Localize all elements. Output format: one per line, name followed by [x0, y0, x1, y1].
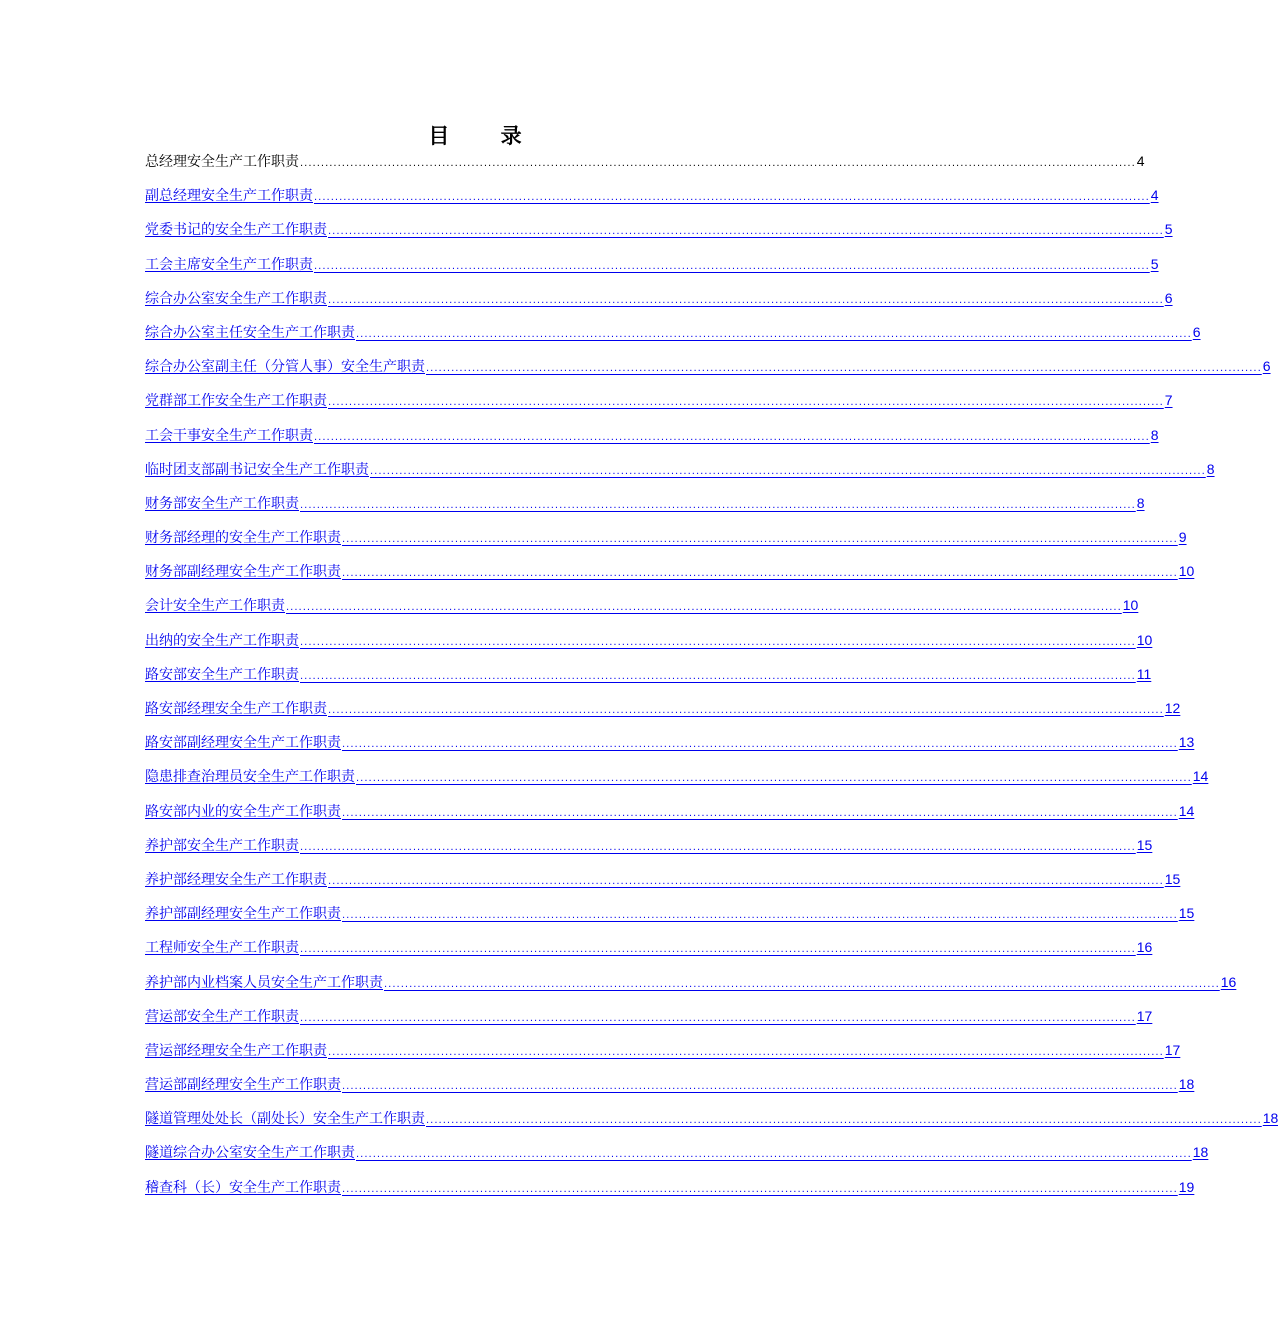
toc-entry-label[interactable]: 临时团支部副书记安全生产工作职责 [145, 461, 369, 478]
toc-title: 目 录 [428, 124, 544, 148]
toc-page-number[interactable]: 8 [1150, 426, 1159, 443]
toc-entry[interactable] [145, 1073, 1195, 1107]
toc-entry-label[interactable]: 副总经理安全生产工作职责 [145, 188, 313, 205]
toc-page-number[interactable]: 15 [1178, 905, 1195, 922]
toc-entry-label[interactable]: 党群部工作安全生产工作职责 [145, 393, 327, 410]
toc-entry-label[interactable]: 稽查科（长）安全生产工作职责 [145, 1179, 341, 1196]
toc-dot-leader: ........................................................................................................................................................................................................ [342, 568, 1178, 580]
toc-dot-leader: ........................................................................................................................................................................................................ [328, 705, 1164, 716]
toc-entry[interactable] [145, 321, 1201, 355]
toc-page-number[interactable]: 4 [1136, 153, 1145, 169]
toc-entry-label[interactable]: 总经理安全生产工作职责 [145, 154, 299, 170]
toc-entry[interactable] [145, 492, 1145, 526]
toc-page-number[interactable]: 7 [1164, 392, 1173, 409]
toc-entry[interactable] [145, 936, 1153, 970]
toc-dot-leader: ........................................................................................................................................................................................................ [328, 875, 1164, 887]
toc-entry-label[interactable]: 出纳的安全生产工作职责 [145, 632, 299, 649]
toc-entry-label[interactable]: 工会干事安全生产工作职责 [145, 427, 313, 444]
toc-dot-leader: ........................................................................................................................................................................................................ [314, 431, 1150, 443]
toc-dot-leader: ........................................................................................................................................................................................................ [328, 294, 1164, 306]
toc-entry[interactable] [145, 1176, 1195, 1210]
toc-entry[interactable] [145, 834, 1153, 868]
toc-entry[interactable] [145, 1039, 1181, 1073]
toc-entry[interactable] [145, 765, 1209, 799]
toc-page-number[interactable]: 6 [1262, 358, 1271, 375]
toc-page-number[interactable]: 5 [1150, 255, 1159, 272]
table-of-contents [145, 150, 1278, 1210]
toc-page-number[interactable]: 4 [1150, 187, 1159, 204]
toc-entry-label[interactable]: 工程师安全生产工作职责 [145, 940, 299, 957]
toc-page-number[interactable]: 8 [1206, 460, 1215, 477]
toc-dot-leader: ........................................................................................................................................................................................................ [342, 1183, 1178, 1195]
toc-entry[interactable] [145, 424, 1159, 458]
toc-page-number[interactable]: 17 [1136, 1007, 1153, 1024]
toc-page-number[interactable]: 18 [1178, 1076, 1195, 1093]
toc-entry-label[interactable]: 党委书记的安全生产工作职责 [145, 222, 327, 239]
toc-entry-label[interactable]: 会计安全生产工作职责 [145, 598, 285, 615]
toc-page-number[interactable]: 16 [1136, 939, 1153, 956]
toc-entry-label[interactable]: 路安部内业的安全生产工作职责 [145, 803, 341, 820]
toc-dot-leader: ........................................................................................................................................................................................................ [300, 841, 1136, 853]
toc-entry-label[interactable]: 综合办公室主任安全生产工作职责 [145, 324, 355, 341]
toc-dot-leader: ........................................................................................................................................................................................................ [300, 670, 1136, 682]
toc-page-number[interactable]: 15 [1136, 836, 1153, 853]
toc-page-number[interactable]: 5 [1164, 221, 1173, 238]
toc-entry-label[interactable]: 路安部安全生产工作职责 [145, 666, 299, 683]
toc-entry[interactable] [145, 355, 1271, 389]
toc-dot-leader: ........................................................................................................................................................................................................ [328, 226, 1164, 238]
toc-page-number[interactable]: 9 [1178, 529, 1187, 546]
toc-entry[interactable] [145, 458, 1215, 492]
toc-dot-leader: ........................................................................................................................................................................................................ [328, 397, 1164, 409]
toc-page-number[interactable]: 10 [1122, 597, 1139, 614]
toc-dot-leader: ........................................................................................................................................................................................................ [370, 465, 1206, 477]
toc-entry[interactable] [145, 526, 1187, 560]
toc-entry[interactable] [145, 663, 1152, 697]
toc-entry[interactable] [145, 150, 1145, 184]
toc-entry-label[interactable]: 财务部经理的安全生产工作职责 [145, 530, 341, 547]
toc-page-number[interactable]: 18 [1192, 1144, 1209, 1161]
toc-dot-leader: ........................................................................................................................................................................................................ [342, 739, 1178, 751]
toc-entry[interactable] [145, 253, 1159, 287]
toc-dot-leader: ........................................................................................................................................................................................................ [426, 363, 1262, 375]
toc-dot-leader: ........................................................................................................................................................................................................ [342, 534, 1178, 546]
toc-dot-leader: ........................................................................................................................................................................................................ [300, 636, 1136, 648]
toc-dot-leader: ........................................................................................................................................................................................................ [356, 1149, 1192, 1161]
toc-dot-leader: ........................................................................................................................................................................................................ [342, 910, 1178, 922]
toc-dot-leader: ........................................................................................................................................................................................................ [384, 978, 1220, 990]
toc-entry[interactable] [145, 971, 1237, 1005]
toc-page-number[interactable]: 11 [1136, 665, 1152, 682]
toc-entry[interactable] [145, 1005, 1153, 1039]
toc-entry-label[interactable]: 综合办公室安全生产工作职责 [145, 290, 327, 307]
toc-entry-label[interactable]: 营运部经理安全生产工作职责 [145, 1042, 327, 1059]
toc-page-number[interactable]: 13 [1178, 734, 1195, 751]
toc-entry-label[interactable]: 养护部内业档案人员安全生产工作职责 [145, 974, 383, 991]
toc-dot-leader: ........................................................................................................................................................................................................ [286, 602, 1122, 614]
toc-dot-leader: ........................................................................................................................................................................................................ [300, 944, 1136, 956]
toc-entry[interactable] [145, 560, 1195, 594]
toc-dot-leader: ........................................................................................................................................................................................................ [328, 1046, 1164, 1058]
toc-entry[interactable] [145, 287, 1173, 321]
toc-entry-label[interactable]: 营运部安全生产工作职责 [145, 1008, 299, 1025]
toc-dot-leader: ........................................................................................................................................................................................................ [314, 260, 1150, 272]
toc-dot-leader: ........................................................................................................................................................................................................ [300, 158, 1136, 169]
toc-page-number[interactable]: 10 [1136, 631, 1153, 648]
toc-dot-leader: ........................................................................................................................................................................................................ [314, 192, 1150, 204]
toc-entry-label[interactable]: 路安部经理安全生产工作职责 [145, 701, 327, 717]
toc-page-number[interactable]: 12 [1164, 700, 1181, 716]
toc-entry-label[interactable]: 隧道管理处处长（副处长）安全生产工作职责 [145, 1111, 425, 1128]
toc-page-number[interactable]: 18 [1262, 1110, 1278, 1127]
toc-page-number[interactable]: 14 [1178, 802, 1195, 819]
toc-entry-label[interactable]: 养护部副经理安全生产工作职责 [145, 906, 341, 923]
toc-dot-leader: ........................................................................................................................................................................................................ [300, 499, 1136, 511]
toc-page-number[interactable]: 6 [1192, 323, 1201, 340]
toc-entry-label[interactable]: 隐患排查治理员安全生产工作职责 [145, 769, 355, 786]
toc-dot-leader: ........................................................................................................................................................................................................ [356, 773, 1192, 785]
toc-page-number[interactable]: 14 [1192, 768, 1209, 785]
toc-entry[interactable] [145, 902, 1195, 936]
toc-entry[interactable] [145, 731, 1195, 765]
toc-entry-label[interactable]: 财务部安全生产工作职责 [145, 495, 299, 512]
toc-entry-label[interactable]: 工会主席安全生产工作职责 [145, 256, 313, 273]
toc-entry[interactable] [145, 697, 1181, 731]
toc-page-number[interactable]: 6 [1164, 289, 1173, 306]
toc-entry[interactable] [145, 800, 1195, 834]
toc-entry-label[interactable]: 财务部副经理安全生产工作职责 [145, 564, 341, 581]
toc-dot-leader: ........................................................................................................................................................................................................ [300, 1012, 1136, 1024]
toc-page-number[interactable]: 10 [1178, 563, 1195, 580]
toc-entry[interactable] [145, 594, 1139, 628]
toc-entry-label[interactable]: 养护部经理安全生产工作职责 [145, 871, 327, 888]
toc-entry[interactable] [145, 868, 1181, 902]
toc-entry-label[interactable]: 隧道综合办公室安全生产工作职责 [145, 1145, 355, 1162]
toc-entry[interactable] [145, 1141, 1209, 1175]
toc-entry[interactable] [145, 389, 1173, 423]
toc-page-number[interactable]: 15 [1164, 870, 1181, 887]
toc-entry[interactable] [145, 218, 1173, 252]
toc-page-number[interactable]: 16 [1220, 973, 1237, 990]
toc-page-number[interactable]: 19 [1178, 1178, 1195, 1195]
toc-page-number[interactable]: 8 [1136, 494, 1145, 511]
toc-dot-leader: ........................................................................................................................................................................................................ [426, 1115, 1262, 1127]
toc-dot-leader: ........................................................................................................................................................................................................ [342, 807, 1178, 819]
toc-entry[interactable] [145, 629, 1153, 663]
toc-dot-leader: ........................................................................................................................................................................................................ [356, 328, 1192, 340]
toc-entry-label[interactable]: 综合办公室副主任（分管人事）安全生产职责 [145, 359, 425, 376]
toc-entry[interactable] [145, 1107, 1278, 1141]
toc-page-number[interactable]: 17 [1164, 1041, 1181, 1058]
toc-dot-leader: ........................................................................................................................................................................................................ [342, 1081, 1178, 1093]
toc-entry-label[interactable]: 营运部副经理安全生产工作职责 [145, 1077, 341, 1094]
toc-entry-label[interactable]: 路安部副经理安全生产工作职责 [145, 735, 341, 752]
toc-entry-label[interactable]: 养护部安全生产工作职责 [145, 837, 299, 854]
toc-entry[interactable] [145, 184, 1159, 218]
